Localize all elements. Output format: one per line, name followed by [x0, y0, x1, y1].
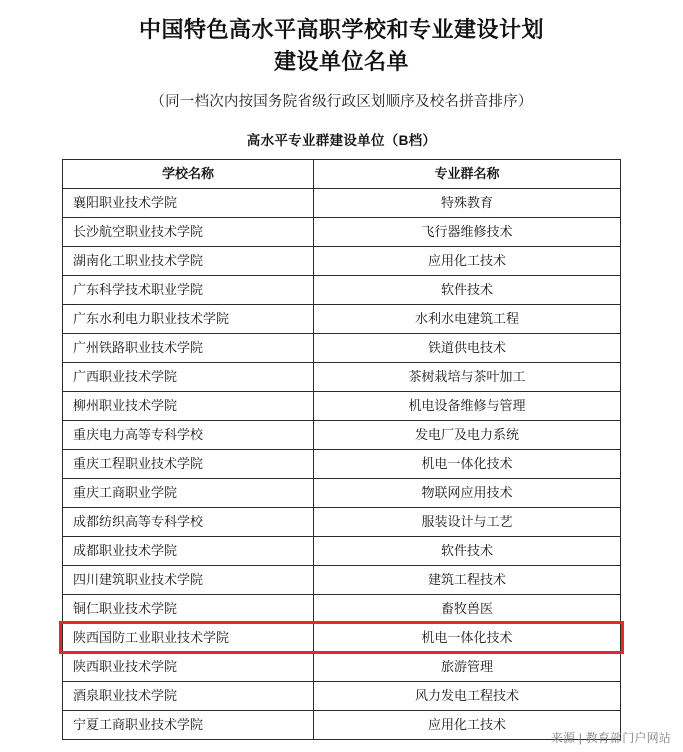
- table-row: [63, 449, 621, 478]
- section-title: 高水平专业群建设单位（B档）: [246, 132, 437, 148]
- cell-major-group-name: 物联网应用技术: [314, 478, 621, 507]
- cell-school-name: 湖南化工职业技术学院: [63, 246, 314, 275]
- table-row: [63, 275, 621, 304]
- table-body: [63, 188, 621, 739]
- cell-school-name: 陕西职业技术学院: [63, 652, 314, 681]
- table-row: [63, 623, 621, 652]
- cell-major-group-name: 风力发电工程技术: [314, 681, 621, 710]
- cell-school-name: 柳州职业技术学院: [63, 391, 314, 420]
- listing-table-wrapper: [62, 159, 621, 740]
- cell-major-group-name: 特殊教育: [314, 188, 621, 217]
- table-row: [63, 188, 621, 217]
- cell-major-group-name: 发电厂及电力系统: [314, 420, 621, 449]
- cell-major-group-name: 机电一体化技术: [314, 449, 621, 478]
- cell-school-name: 广州铁路职业技术学院: [63, 333, 314, 362]
- table-row: [63, 304, 621, 333]
- cell-school-name: 长沙航空职业技术学院: [63, 217, 314, 246]
- cell-school-name: 重庆工程职业技术学院: [63, 449, 314, 478]
- cell-major-group-name: 水利水电建筑工程: [314, 304, 621, 333]
- table-header-row: [63, 159, 621, 188]
- cell-school-name: 广东科学技术职业学院: [63, 275, 314, 304]
- cell-school-name: 襄阳职业技术学院: [63, 188, 314, 217]
- table-header: [63, 159, 621, 188]
- cell-major-group-name: 应用化工技术: [314, 246, 621, 275]
- cell-school-name: 酒泉职业技术学院: [63, 681, 314, 710]
- page-subtitle: （同一档次内按国务院省级行政区划顺序及校名拼音排序）: [150, 93, 533, 110]
- cell-school-name: 成都职业技术学院: [63, 536, 314, 565]
- cell-school-name: 宁夏工商职业技术学院: [63, 710, 314, 739]
- cell-school-name: 重庆工商职业学院: [63, 478, 314, 507]
- cell-major-group-name: 服装设计与工艺: [314, 507, 621, 536]
- table-row: [63, 710, 621, 739]
- cell-major-group-name: 旅游管理: [314, 652, 621, 681]
- cell-major-group-name: 机电一体化技术: [314, 623, 621, 652]
- cell-major-group-name: 应用化工技术: [314, 710, 621, 739]
- cell-school-name: 四川建筑职业技术学院: [63, 565, 314, 594]
- table-row: [63, 333, 621, 362]
- page-title-line-1: 中国特色高水平高职学校和专业建设计划: [138, 17, 544, 42]
- listing-table: [62, 159, 621, 740]
- source-note: 来源 | 教育部门户网站: [550, 731, 671, 745]
- cell-school-name: 广西职业技术学院: [63, 362, 314, 391]
- cell-major-group-name: 飞行器维修技术: [314, 217, 621, 246]
- table-row: [63, 507, 621, 536]
- cell-major-group-name: 建筑工程技术: [314, 565, 621, 594]
- cell-school-name: 铜仁职业技术学院: [63, 594, 314, 623]
- cell-major-group-name: 软件技术: [314, 275, 621, 304]
- table-row: [63, 594, 621, 623]
- cell-major-group-name: 茶树栽培与茶叶加工: [314, 362, 621, 391]
- table-row: [63, 391, 621, 420]
- table-row: [63, 420, 621, 449]
- cell-school-name: 陕西国防工业职业技术学院: [63, 623, 314, 652]
- table-row: [63, 681, 621, 710]
- cell-school-name: 广东水利电力职业技术学院: [63, 304, 314, 333]
- cell-school-name: 重庆电力高等专科学校: [63, 420, 314, 449]
- cell-major-group-name: 铁道供电技术: [314, 333, 621, 362]
- page-title: [54, 14, 629, 78]
- table-row: [63, 536, 621, 565]
- cell-school-name: 成都纺织高等专科学校: [63, 507, 314, 536]
- cell-major-group-name: 机电设备维修与管理: [314, 391, 621, 420]
- column-header-school: 学校名称: [63, 159, 314, 188]
- table-row: [63, 362, 621, 391]
- table-row: [63, 565, 621, 594]
- table-row: [63, 652, 621, 681]
- table-row: [63, 246, 621, 275]
- table-row: [63, 478, 621, 507]
- cell-major-group-name: 畜牧兽医: [314, 594, 621, 623]
- column-header-major: 专业群名称: [314, 159, 621, 188]
- page-title-line-2: 建设单位名单: [273, 48, 409, 74]
- cell-major-group-name: 软件技术: [314, 536, 621, 565]
- table-row: [63, 217, 621, 246]
